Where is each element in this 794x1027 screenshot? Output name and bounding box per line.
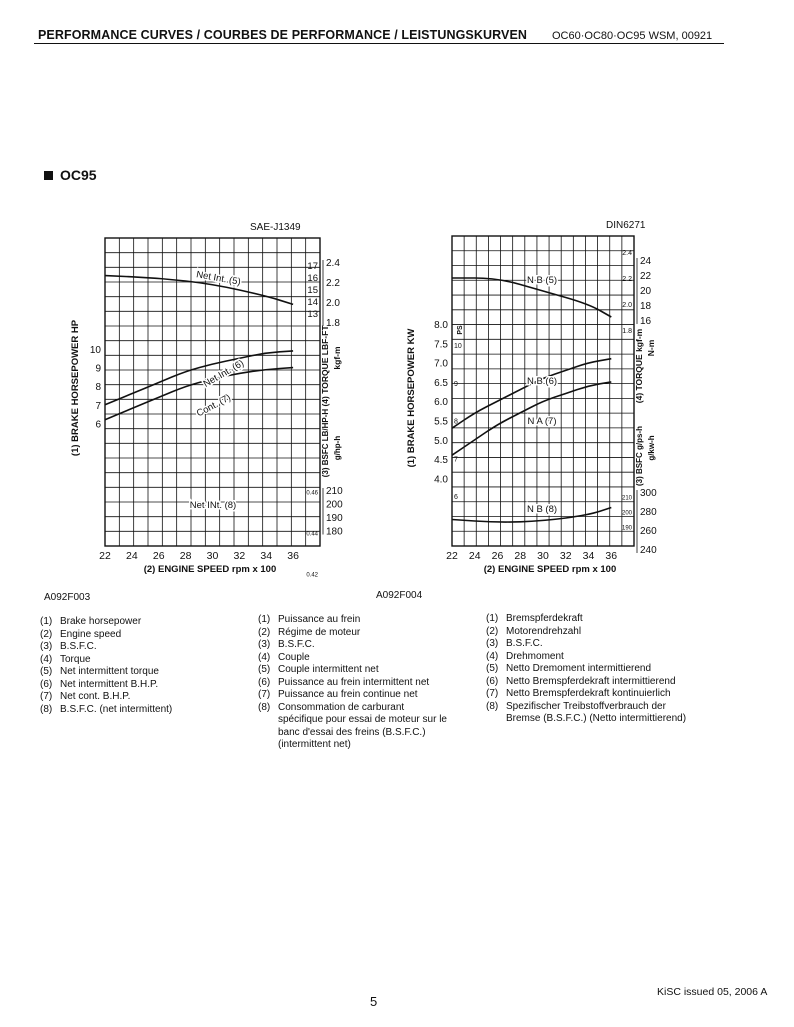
legend-item-number: (4)	[486, 650, 499, 662]
legend-item-number: (8)	[258, 701, 271, 713]
legend-item	[486, 638, 686, 651]
legend-item	[258, 627, 447, 640]
header-title: PERFORMANCE CURVES / COURBES DE PERFORMANCE / LEISTUNGSKURVEN	[38, 28, 528, 42]
legend-item-text: Engine speed	[60, 628, 122, 640]
legend-item	[258, 652, 447, 665]
legend-item	[40, 691, 172, 704]
legend-french	[258, 614, 447, 752]
series-label: Net INt. (8)	[189, 500, 237, 511]
legend-item	[40, 629, 172, 642]
legend-item	[486, 651, 686, 664]
x-tick-label: 36	[287, 550, 299, 562]
legend-item	[40, 666, 172, 679]
left-figure-ref: A092F003	[44, 592, 91, 603]
legend-item-text: spécifique pour essai de moteur sur le	[278, 714, 447, 725]
torque-secondary-tick: 24	[640, 256, 652, 267]
right-chart-standard: DIN6271	[606, 220, 646, 231]
legend-item	[40, 616, 172, 629]
power-axis-label: (1) BRAKE HORSEPOWER KW	[406, 328, 417, 468]
legend-item-number	[258, 714, 278, 727]
series-label: N B (6)	[526, 376, 558, 387]
torque-tick-label: 15	[307, 285, 318, 296]
page-number: 5	[370, 994, 378, 1009]
power-tick-label: 6.5	[434, 377, 448, 389]
torque-tick-label: 13	[307, 309, 318, 320]
legend-item-text: Motorendrehzahl	[506, 625, 582, 637]
bsfc-tick-label: 190	[621, 525, 632, 532]
torque-secondary-tick: 2.2	[326, 278, 340, 289]
legend-item-number	[258, 727, 278, 740]
legend-item	[486, 701, 686, 714]
header-model: OC60·OC80·OC95 WSM, 00921	[552, 30, 713, 42]
x-tick-label: 26	[152, 550, 165, 562]
right-figure-ref: A092F004	[376, 590, 423, 601]
legend-item	[258, 614, 447, 627]
legend-item-text: (intermittent net)	[278, 739, 351, 750]
legend-item	[258, 677, 447, 690]
torque-tick-label: 2.4	[622, 250, 632, 257]
legend-item-text: Couple	[278, 651, 310, 663]
legend-item	[40, 679, 172, 692]
legend-item-number: (1)	[486, 613, 499, 624]
legend-german	[486, 613, 686, 726]
legend-item-number: (2)	[258, 626, 271, 638]
legend-item-number: (7)	[258, 689, 271, 700]
bsfc-tick-label: 200	[621, 510, 632, 517]
legend-item-text: Bremspferdekraft	[506, 613, 583, 624]
power-tick-label: 9	[95, 363, 101, 375]
legend-item-number: (1)	[258, 614, 271, 625]
bsfc-tick-label: 0.42	[306, 572, 318, 578]
legend-item	[258, 727, 447, 740]
header-rule	[34, 43, 724, 44]
legend-item-text: banc d'essai des freins (B.S.F.C.)	[278, 726, 426, 738]
x-tick-label: 28	[514, 550, 527, 562]
section-title: OC95	[60, 167, 97, 183]
torque-tick-label: 2.0	[622, 302, 632, 309]
power-tick-label: 6	[95, 419, 101, 431]
legend-item-text: Puissance au frein continue net	[278, 689, 418, 700]
legend-item-number: (2)	[486, 625, 499, 637]
legend-item	[486, 663, 686, 676]
power-axis-label: (1) BRAKE HORSEPOWER HP	[70, 319, 81, 457]
torque-secondary-tick: 20	[640, 286, 652, 297]
bsfc-secondary-tick: 210	[326, 486, 343, 497]
legend-item	[258, 689, 447, 702]
power-tick-label: 5.0	[434, 435, 448, 447]
section-heading	[44, 167, 97, 183]
bsfc-axis-label: (3) BSFC LB/HP-H	[321, 408, 330, 478]
legend-item	[40, 654, 172, 667]
torque-secondary-tick: 2.0	[326, 298, 340, 309]
legend-item	[258, 739, 447, 752]
torque-tick-label: 2.2	[622, 276, 632, 283]
torque-tick-label: 14	[307, 297, 318, 308]
legend-item	[486, 676, 686, 689]
legend-item-text: Spezifischer Treibstoffverbrauch der	[506, 700, 666, 712]
bsfc-secondary-tick: 180	[326, 526, 343, 538]
legend-item-number	[486, 713, 506, 726]
torque-axis-label: (4) TORQUE LBF-FT	[320, 325, 330, 407]
power-secondary-tick: 7	[454, 456, 458, 464]
legend-item-text: B.S.F.C.	[278, 639, 315, 650]
legend-item-number: (5)	[258, 664, 271, 675]
bsfc-axis-label: (3) BSFC g/ps-h	[635, 426, 644, 486]
series-label: Net Int. (5)	[195, 269, 242, 288]
torque-secondary-tick: 2.4	[326, 258, 340, 269]
legend-item-number: (5)	[40, 666, 53, 677]
legend-item-text: Consommation de carburant	[278, 701, 405, 713]
legend-item-text: Bremse (B.S.F.C.) (Netto intermittierend)	[506, 713, 687, 724]
x-tick-label: 32	[559, 550, 572, 562]
legend-item-text: B.S.F.C.	[506, 638, 543, 649]
bsfc-secondary-tick: 260	[640, 526, 657, 537]
power-tick-label: 6.0	[434, 397, 448, 409]
legend-item-text: Drehmoment	[506, 650, 564, 662]
x-tick-label: 28	[179, 550, 192, 562]
series-label: N B (8)	[526, 504, 558, 515]
x-axis-label: (2) ENGINE SPEED rpm x 100	[143, 564, 277, 575]
bsfc-tick-label: 210	[621, 495, 632, 502]
square-bullet-icon	[44, 171, 53, 180]
legend-item	[258, 714, 447, 727]
legend-item	[40, 704, 172, 717]
legend-item	[486, 713, 686, 726]
bsfc-tick-label: 0.46	[306, 490, 318, 497]
x-tick-label: 26	[491, 550, 504, 562]
legend-item-text: B.S.F.C. (net intermittent)	[60, 703, 173, 715]
legend-item	[258, 702, 447, 715]
power-secondary-unit: PS	[457, 325, 464, 335]
power-secondary-tick: 10	[454, 343, 462, 350]
legend-item	[486, 613, 686, 626]
power-tick-label: 8	[95, 382, 101, 394]
left-chart-curves	[105, 228, 293, 420]
legend-item	[486, 626, 686, 639]
torque-secondary-tick: 18	[640, 301, 652, 312]
left-chart	[60, 228, 350, 578]
torque-tick-label: 17	[307, 261, 318, 272]
legend-item	[258, 664, 447, 677]
legend-english	[40, 616, 172, 716]
legend-item-number: (8)	[486, 700, 499, 712]
bsfc-unit-label: g/hp-h	[333, 435, 342, 461]
x-tick-label: 22	[99, 550, 111, 562]
x-tick-label: 32	[233, 550, 246, 562]
x-tick-label: 34	[582, 550, 595, 562]
legend-item-number: (3)	[40, 641, 53, 652]
legend-item-text: Netto Bremspferdekraft kontinuierlich	[506, 688, 671, 699]
series-label: Net Int. (6)	[201, 357, 246, 390]
legend-item-text: B.S.F.C.	[60, 641, 97, 652]
x-axis-label: (2) ENGINE SPEED rpm x 100	[483, 564, 617, 575]
torque-secondary-tick: 1.8	[326, 318, 340, 329]
power-tick-label: 7.5	[434, 339, 448, 351]
power-secondary-tick: 6	[454, 494, 458, 502]
power-secondary-tick: 9	[454, 380, 458, 388]
legend-item-text: Couple intermittent net	[278, 664, 379, 675]
torque-unit-label: N-m	[646, 339, 656, 357]
x-tick-label: 22	[446, 550, 458, 562]
legend-item-number: (2)	[40, 628, 53, 640]
legend-item-text: Régime de moteur	[278, 626, 361, 638]
legend-item-text: Netto Bremspferdekraft intermittierend	[506, 675, 676, 687]
bsfc-secondary-tick: 240	[640, 545, 657, 556]
torque-secondary-tick: 16	[640, 316, 652, 327]
legend-item	[258, 639, 447, 652]
legend-item-text: Net cont. B.H.P.	[60, 691, 131, 702]
legend-item-text: Netto Dremoment intermittierend	[506, 663, 652, 674]
torque-axis-label: (4) TORQUE kgf-m	[634, 328, 644, 404]
power-tick-label: 7.0	[434, 358, 448, 370]
legend-item-text: Puissance au frein	[278, 614, 361, 625]
left-chart-standard: SAE-J1349	[250, 222, 301, 233]
legend-item-number: (6)	[486, 675, 499, 687]
legend-item-number: (4)	[258, 651, 271, 663]
power-tick-label: 7	[95, 400, 101, 412]
bsfc-unit-label: g/kw-h	[647, 435, 656, 461]
torque-tick-label: 16	[307, 273, 318, 284]
legend-item-text: Net intermittent torque	[60, 666, 159, 677]
legend-item-text: Torque	[60, 653, 91, 665]
legend-item-number: (5)	[486, 663, 499, 674]
legend-item-text: Puissance au frein intermittent net	[278, 676, 430, 688]
power-tick-label: 4.5	[434, 455, 448, 467]
legend-item-number: (6)	[258, 676, 271, 688]
x-tick-label: 24	[468, 550, 481, 562]
x-tick-label: 30	[537, 550, 549, 562]
right-chart-labels	[406, 250, 657, 575]
power-tick-label: 8.0	[434, 320, 448, 331]
torque-unit-label: kgf-m	[332, 346, 342, 370]
legend-item-number: (3)	[486, 638, 499, 649]
legend-item-text: Brake horsepower	[60, 616, 142, 627]
legend-item-number	[258, 739, 278, 752]
bsfc-tick-label: 0.44	[306, 531, 318, 538]
right-chart	[392, 226, 694, 578]
legend-item-number: (1)	[40, 616, 53, 627]
torque-secondary-tick: 22	[640, 271, 652, 282]
bsfc-secondary-tick: 280	[640, 507, 657, 518]
x-tick-label: 34	[260, 550, 273, 562]
bsfc-secondary-tick: 300	[640, 488, 657, 499]
bsfc-secondary-tick: 190	[326, 513, 343, 524]
legend-item-number: (7)	[486, 688, 499, 699]
legend-item-number: (3)	[258, 639, 271, 650]
x-tick-label: 36	[605, 550, 618, 562]
series-label: Cont. (7)	[194, 392, 233, 420]
power-tick-label: 10	[89, 345, 101, 356]
series-label: N A (7)	[527, 416, 557, 427]
x-tick-label: 24	[126, 550, 138, 562]
legend-item	[40, 641, 172, 654]
bsfc-secondary-tick: 200	[326, 499, 343, 511]
legend-item-text: Net intermittent B.H.P.	[60, 678, 159, 690]
torque-tick-label: 1.8	[622, 328, 632, 335]
legend-item-number: (7)	[40, 691, 53, 702]
legend-item	[486, 688, 686, 701]
legend-item-number: (8)	[40, 703, 53, 715]
issue-note: KiSC issued 05, 2006 A	[657, 986, 768, 998]
x-tick-label: 30	[206, 550, 219, 562]
power-tick-label: 4.0	[434, 474, 448, 486]
series-line	[105, 351, 293, 405]
legend-item-number: (4)	[40, 653, 53, 665]
series-label: N B (5)	[526, 275, 558, 286]
power-tick-label: 5.5	[434, 416, 448, 428]
legend-item-number: (6)	[40, 678, 53, 690]
power-secondary-tick: 8	[454, 418, 458, 426]
